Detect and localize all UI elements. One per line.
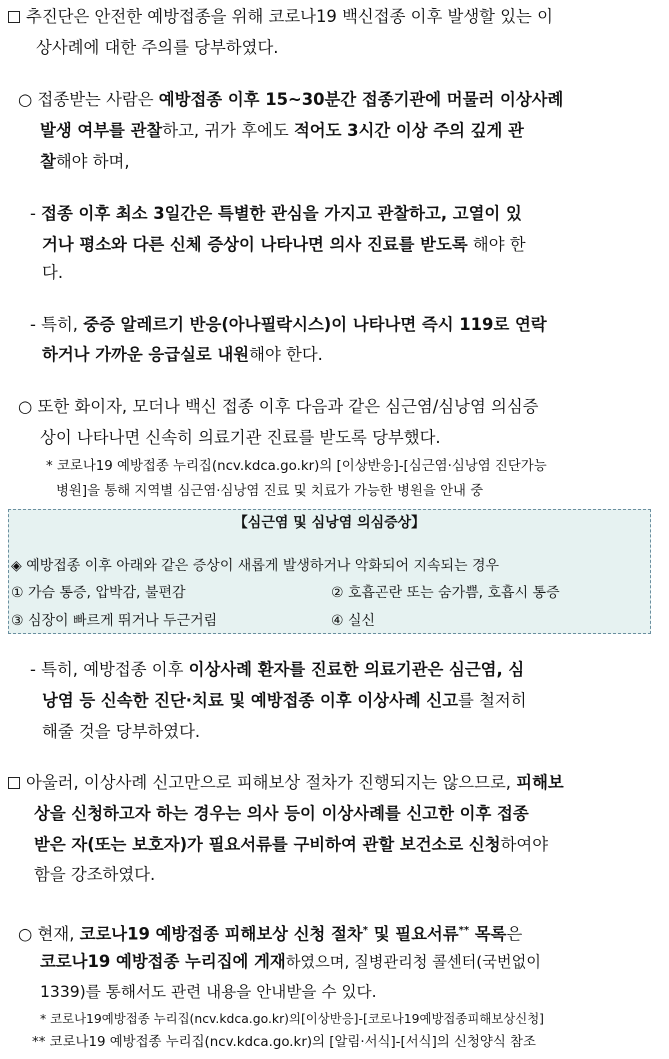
footnote: * 코로나19예방접종 누리집(ncv.kdca.go.kr)의[이상반응]-[코로나19예방접종피해보상신청]	[40, 1011, 545, 1026]
circle-paragraph-line	[40, 951, 541, 973]
text: 접종받는 사람은	[37, 90, 159, 109]
text: 해야 한	[467, 235, 526, 254]
symptom-item: ① 가슴 통증, 압박감, 불편감	[11, 585, 186, 601]
circle-paragraph-line: 1339)를 통해서도 관련 내용을 안내받을 수 있다.	[40, 983, 377, 1001]
text: 하였으며, 질병관리청 콜센터(국번없이	[285, 953, 541, 971]
symptom-item: ② 호흡곤란 또는 숨가쁨, 호흡시 통증	[331, 585, 560, 601]
text: 특히, 예방접종 이후	[41, 660, 189, 679]
bold-text: 코로나19 예방접종 누리집에 게재	[40, 952, 286, 971]
bold-text: 피해보	[516, 773, 564, 792]
bold-text: 찰	[40, 152, 56, 171]
text: 를 철저히	[458, 691, 527, 710]
section-text-cont	[34, 834, 548, 856]
text: 특히,	[41, 315, 84, 334]
circle-paragraph-line	[40, 151, 130, 173]
footnote: ** 코로나19 예방접종 누리집(ncv.kdca.go.kr)의 [알림·서식]-[서식]의 신청양식 참조	[32, 1035, 536, 1050]
footnote: * 코로나19 예방접종 누리집(ncv.kdca.go.kr)의 [이상반응]-[심근염·심낭염 진단가능	[46, 459, 547, 474]
circle-paragraph	[18, 396, 539, 418]
bold-text: 중증 알레르기 반응(아나필락시스)이 나타나면 즉시 119로 연락	[83, 315, 547, 334]
symptom-item: ③ 심장이 빠르게 뛰거나 두근거림	[11, 613, 218, 629]
text: 하여야	[500, 835, 549, 854]
section-text-cont: 상을 신청하고자 하는 경우는 의사 등이 이상사례를 신고한 이후 접종	[34, 804, 529, 823]
text: 해야 하며,	[55, 152, 130, 171]
bold-text: 낭염 등 신속한 진단·치료 및 예방접종 이후 이상사례 신고	[42, 691, 459, 710]
section-text-cont: 상사례에 대한 주의를 당부하였다.	[36, 38, 279, 57]
square-bullet-icon	[8, 11, 20, 23]
circle-bullet-icon: ○	[18, 924, 33, 944]
bold-text: 목록	[469, 924, 507, 944]
text: 아울러, 이상사례 신고만으로 피해보상 절차가 진행되지는 않으므로,	[26, 773, 517, 792]
bold-text: 코로나19 예방접종 피해보상 신청 절차	[79, 924, 363, 944]
text: 은	[506, 924, 523, 944]
symptom-box	[8, 509, 651, 634]
section-text: 추진단은 안전한 예방접종을 위해 코로나19 백신접종 이후 발생할 있는 이	[26, 7, 553, 26]
text: 하고, 귀가 후에도	[162, 121, 294, 140]
dash-paragraph	[30, 314, 547, 336]
circle-paragraph-line: 상이 나타나면 신속히 의료기관 진료를 받도록 당부했다.	[40, 428, 441, 447]
dash-paragraph	[30, 659, 524, 681]
bold-text: 예방접종 이후 15~30분간 접종기관에 머물러 이상사례	[158, 90, 564, 109]
dash-paragraph-line: 해줄 것을 당부하였다.	[42, 722, 201, 741]
section-text-cont: 함을 강조하였다.	[34, 865, 156, 884]
dash-paragraph-line	[42, 344, 323, 366]
dash-paragraph-line	[42, 234, 526, 256]
footnote: 병원]을 통해 지역별 심근염·심낭염 진료 및 치료가 가능한 병원을 안내 중	[56, 484, 484, 499]
box-intro: ◈ 예방접종 이후 아래와 같은 증상이 새롭게 발생하거나 악화되어 지속되는 경우	[11, 558, 500, 574]
symptom-item: ④ 실신	[331, 613, 376, 629]
circle-bullet-icon: ○	[18, 90, 33, 109]
bold-text: 접종 이후 최소 3일간은 특별한 관심을 가지고 관찰하고, 고열이 있	[41, 204, 522, 223]
bold-text: 거나 평소와 다른 신체 증상이 나타나면 의사 진료를 받도록	[42, 235, 468, 254]
dash-bullet: -	[30, 315, 36, 334]
footnote-mark: **	[458, 925, 470, 936]
bold-text: 발생 여부를 관찰	[40, 121, 163, 140]
text: 또한 화이자, 모더나 백신 접종 이후 다음과 같은 심근염/심낭염 의심증	[37, 397, 539, 416]
dash-paragraph	[30, 203, 522, 225]
square-bullet-icon	[8, 777, 20, 789]
text: 해야 한다.	[249, 345, 323, 364]
circle-bullet-icon: ○	[18, 397, 33, 416]
bold-text: 이상사례 환자를 진료한 의료기관은 심근염, 심	[188, 660, 525, 679]
section-paragraph	[8, 772, 564, 794]
circle-paragraph-line	[40, 120, 524, 142]
dash-bullet: -	[30, 660, 36, 679]
bold-text: 받은 자(또는 보호자)가 필요서류를 구비하여 관할 보건소로 신청	[34, 835, 501, 854]
dash-bullet: -	[30, 204, 36, 223]
text: 현재,	[37, 924, 80, 944]
bold-text: 적어도 3시간 이상 주의 깊게 관	[293, 121, 524, 140]
bold-text: 및 필요서류	[368, 924, 459, 944]
circle-paragraph	[18, 89, 563, 111]
dash-paragraph-line: 다.	[42, 263, 64, 282]
footnote-mark: *	[362, 925, 368, 936]
box-title: 【심근염 및 심낭염 의심증상】	[233, 515, 426, 531]
circle-paragraph	[18, 920, 522, 945]
dash-paragraph-line	[42, 690, 527, 712]
bold-text: 하거나 가까운 응급실로 내원	[42, 345, 250, 364]
section-paragraph	[8, 6, 553, 28]
